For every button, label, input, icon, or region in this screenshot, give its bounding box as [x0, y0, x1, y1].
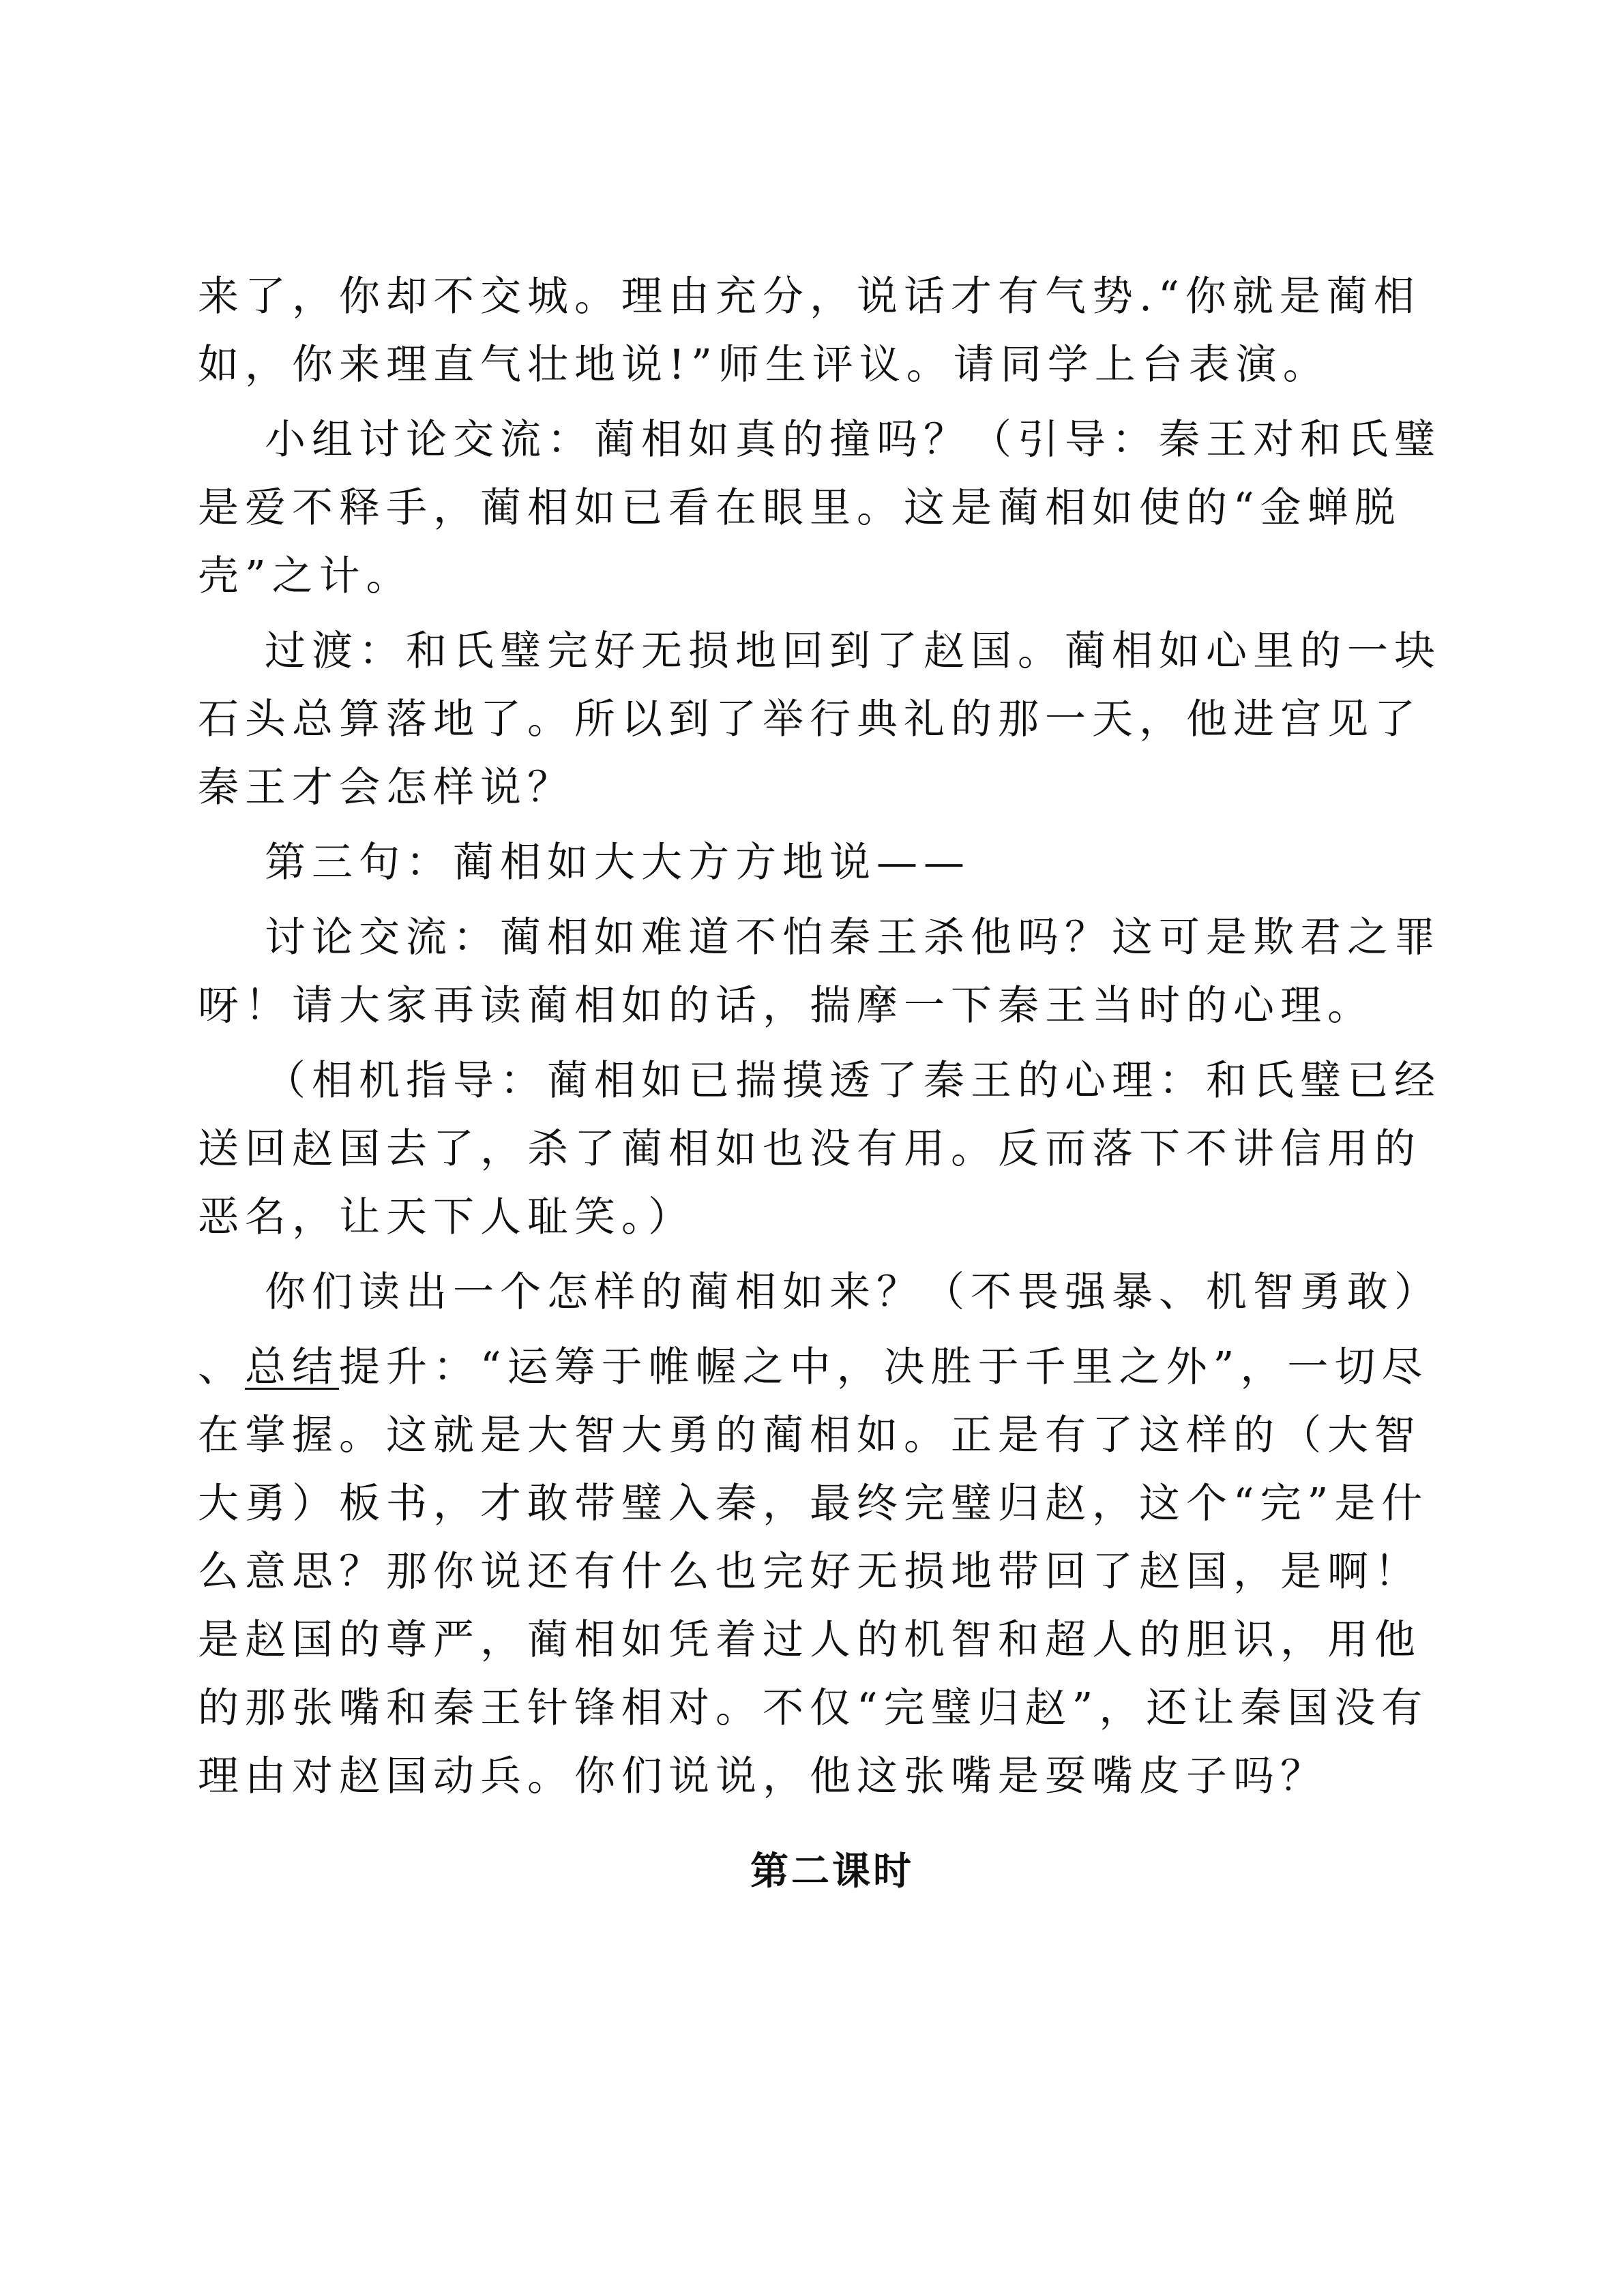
paragraph-3: 过渡：和氏璧完好无损地回到了赵国。蔺相如心里的一块石头总算落地了。所以到了举行典礼的那一天，他进宫见了秦王才会怎样说？ — [198, 627, 1441, 811]
paragraph-8-prefix: 、 — [198, 1343, 245, 1391]
paragraph-8 — [198, 1333, 1466, 1810]
paragraph-2: 小组讨论交流：蔺相如真的撞吗？（引导：秦王对和氏璧是爱不释手，蔺相如已看在眼里。这是蔺相如使的“金蝉脱壳”之计。 — [198, 416, 1441, 600]
section-title: 第二课时 — [750, 1849, 914, 1894]
paragraph-4: 第三句：蔺相如大大方方地说—— — [265, 839, 971, 886]
paragraph-8-text: 提升：“运筹于帷幄之中，决胜于千里之外”，一切尽在掌握。这就是大智大勇的蔺相如。正是有了这样的（大智大勇）板书，才敢带璧入秦，最终完璧归赵，这个“完”是什么意思？那你说还有什么也完好无损地带回了赵国，是啊！是赵国的尊严，蔺相如凭着过人的机智和超人的胆识，用他的那张嘴和秦王针锋相对。不仅“完璧归赵”，还让秦国没有理由对赵国动兵。你们说说，他这张嘴是耍嘴皮子吗？ — [198, 1343, 1429, 1800]
paragraph-1: 来了，你却不交城。理由充分，说话才有气势.“你就是蔺相如，你来理直气壮地说!”师生评议。请同学上台表演。 — [198, 273, 1421, 389]
underlined-word: 总结 — [245, 1343, 339, 1391]
paragraph-7: 你们读出一个怎样的蔺相如来？（不畏强暴、机智勇敢） — [265, 1268, 1441, 1316]
document-body — [198, 263, 1466, 1906]
paragraph-6: （相机指导：蔺相如已揣摸透了秦王的心理：和氏璧已经送回赵国去了，杀了蔺相如也没有用。反而落下不讲信用的恶名，让天下人耻笑。） — [198, 1057, 1441, 1241]
paragraph-5: 讨论交流：蔺相如难道不怕秦王杀他吗？这可是欺君之罪呀！请大家再读蔺相如的话，揣摩一下秦王当时的心理。 — [198, 914, 1441, 1030]
